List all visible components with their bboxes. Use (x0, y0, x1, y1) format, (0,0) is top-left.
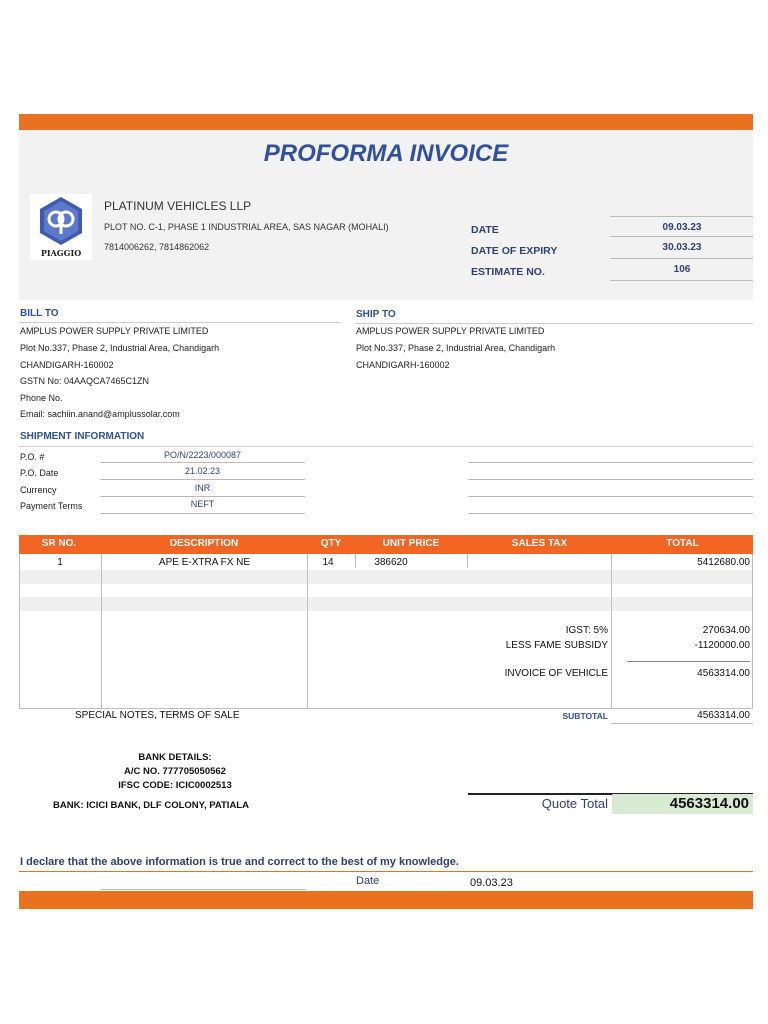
bill-to-line: AMPLUS POWER SUPPLY PRIVATE LIMITED (20, 326, 209, 336)
bill-to-line: GSTN No: 04AAQCA7465C1ZN (20, 376, 150, 386)
table-border (19, 708, 753, 709)
bottom-accent-bar (19, 891, 753, 909)
fame-subsidy-label: LESS FAME SUBSIDY (505, 640, 608, 651)
item-sr-no: 1 (57, 557, 63, 568)
divider (100, 479, 305, 480)
col-total: TOTAL (666, 538, 699, 549)
bank-name: BANK: ICICI BANK, DLF COLONY, PATIALA (53, 800, 249, 811)
divider (100, 513, 305, 514)
bill-to-line: CHANDIGARH-160002 (20, 360, 114, 370)
special-notes: SPECIAL NOTES, TERMS OF SALE (75, 710, 240, 721)
divider (610, 216, 753, 217)
signature-line (101, 889, 306, 890)
divider (468, 496, 753, 497)
col-sales-tax: SALES TAX (511, 538, 568, 549)
po-date-label: P.O. Date (20, 468, 59, 478)
company-logo (30, 194, 92, 260)
company-address: PLOT NO. C-1, PHASE 1 INDUSTRIAL AREA, SAS NAGAR (MOHALI) (104, 222, 389, 232)
ship-to-title: SHIP TO (356, 309, 396, 320)
bill-to-line: Email: sachiin.anand@amplussolar.com (20, 409, 180, 419)
payment-terms-value: NEFT (190, 499, 215, 509)
bill-to-line: Phone No. (20, 393, 63, 403)
divider (19, 446, 753, 447)
shipment-title: SHIPMENT INFORMATION (20, 431, 145, 442)
bank-ifsc: IFSC CODE: ICIC0002513 (118, 780, 232, 791)
footer-date-label: Date (356, 875, 380, 887)
table-header (19, 535, 753, 554)
divider (19, 871, 753, 872)
row-stripe (20, 597, 752, 611)
table-border (467, 554, 468, 568)
footer-date-value: 09.03.23 (470, 877, 513, 889)
page-title: PROFORMA INVOICE (263, 140, 509, 167)
estimate-label: ESTIMATE NO. (471, 266, 545, 278)
divider (468, 479, 753, 480)
bank-account: A/C NO. 777705050562 (124, 766, 226, 777)
invoice-of-vehicle-label: INVOICE OF VEHICLE (504, 668, 608, 679)
table-border (19, 554, 20, 708)
divider (610, 258, 753, 259)
subtotal-value: 4563314.00 (697, 710, 750, 721)
ship-to-line: AMPLUS POWER SUPPLY PRIVATE LIMITED (356, 326, 545, 336)
divider (468, 462, 753, 463)
sum-rule (627, 661, 750, 662)
po-value: PO/N/2223/000087 (163, 450, 242, 460)
divider (610, 280, 753, 281)
company-phone: 7814006262, 7814862062 (104, 242, 210, 252)
ship-to-line: CHANDIGARH-160002 (356, 360, 450, 370)
currency-value: INR (194, 483, 211, 493)
col-qty: QTY (320, 538, 342, 549)
invoice-of-vehicle-value: 4563314.00 (697, 668, 750, 679)
divider (19, 322, 341, 323)
bill-to-title: BILL TO (20, 308, 59, 319)
bank-title: BANK DETAILS: (138, 752, 212, 763)
logo-text: PIAGGIO (40, 248, 82, 258)
col-sr-no: SR NO. (41, 538, 77, 549)
col-description: DESCRIPTION (169, 538, 239, 549)
subtotal-label: SUBTOTAL (562, 711, 608, 721)
quote-total-label: Quote Total (541, 796, 608, 811)
company-name: PLATINUM VEHICLES LLP (104, 199, 252, 213)
item-qty: 14 (322, 557, 334, 568)
item-unit-price: 386620 (374, 557, 408, 568)
col-unit-price: UNIT PRICE (382, 538, 440, 549)
item-total: 5412680.00 (697, 557, 750, 568)
table-border (752, 554, 753, 708)
estimate-value: 106 (673, 264, 691, 275)
declaration-text: I declare that the above information is true and correct to the best of my knowledge. (20, 856, 459, 868)
item-description: APE E-XTRA FX NE (158, 557, 251, 568)
divider (610, 236, 753, 237)
payment-terms-label: Payment Terms (20, 501, 83, 511)
divider (100, 462, 305, 463)
table-border (101, 554, 102, 708)
piaggio-logo-icon (36, 196, 86, 246)
date-value: 09.03.23 (662, 222, 702, 233)
divider (468, 513, 753, 514)
ship-to-line: Plot No.337, Phase 2, Industrial Area, Chandigarh (356, 343, 556, 353)
divider (100, 496, 305, 497)
bill-to-line: Plot No.337, Phase 2, Industrial Area, Chandigarh (20, 343, 220, 353)
currency-label: Currency (20, 485, 57, 495)
expiry-value: 30.03.23 (662, 242, 702, 253)
igst-label: IGST: 5% (565, 625, 608, 636)
quote-total-value: 4563314.00 (669, 795, 749, 812)
igst-value: 270634.00 (702, 625, 750, 636)
date-label: DATE (471, 224, 499, 236)
row-stripe (20, 570, 752, 584)
po-label: P.O. # (20, 452, 45, 462)
divider (355, 323, 753, 324)
divider (611, 723, 753, 724)
fame-subsidy-value: -1120000.00 (694, 640, 750, 651)
expiry-label: DATE OF EXPIRY (471, 245, 558, 257)
po-date-value: 21.02.23 (184, 466, 221, 476)
top-accent-bar (19, 114, 753, 130)
table-border (307, 554, 308, 708)
